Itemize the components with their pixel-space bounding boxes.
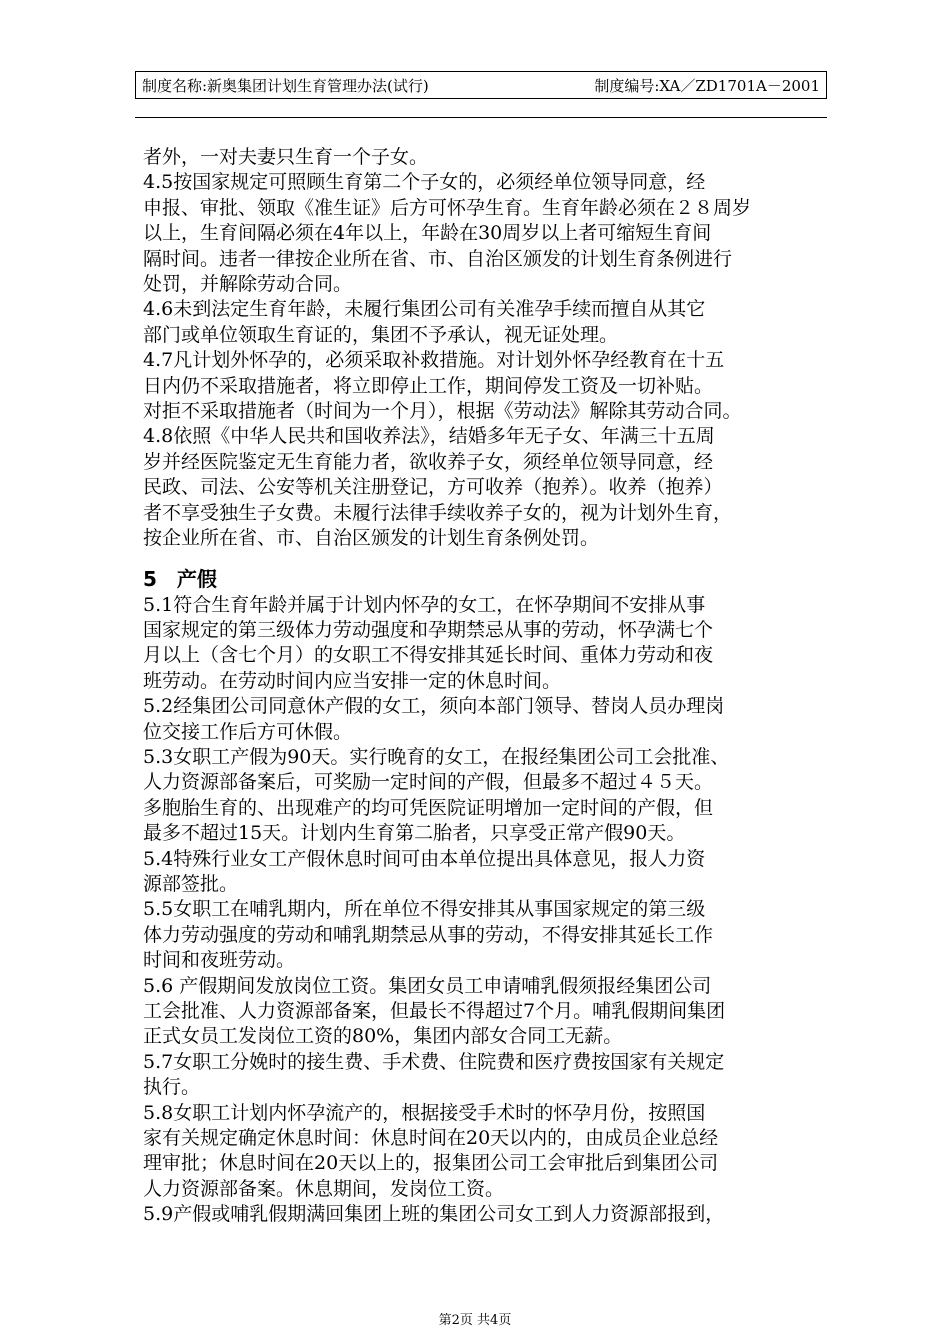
text-line: 人力资源部备案后，可奖励一定时间的产假，但最多不超过４５天。 bbox=[143, 771, 714, 794]
text-line: 4.7凡计划外怀孕的，必须采取补救措施。对计划外怀孕经教育在十五 bbox=[143, 349, 725, 372]
paragraph bbox=[143, 694, 843, 745]
text-line: 5 产假 bbox=[143, 566, 217, 591]
text-line: 工会批准、人力资源部备案，但最长不得超过7个月。哺乳假期间集团 bbox=[143, 1000, 726, 1022]
paragraph bbox=[143, 145, 843, 170]
text-line: 以上，生育间隔必须在4年以上，年龄在30周岁以上者可缩短生育间 bbox=[143, 222, 712, 245]
text-line: 处罚，并解除劳动合同。 bbox=[143, 273, 353, 296]
paragraph bbox=[143, 593, 843, 695]
paragraph bbox=[143, 170, 843, 297]
text-line: 申报、审批、领取《准生证》后方可怀孕生育。生育年龄必须在２８周岁 bbox=[143, 196, 752, 219]
text-line: 民政、司法、公安等机关注册登记，方可收养（抱养）。收养（抱养） bbox=[143, 476, 723, 499]
text-line: 最多不超过15天。计划内生育第二胎者，只享受正常产假90天。 bbox=[143, 822, 686, 845]
paragraph bbox=[143, 424, 843, 551]
text-line: 者外，一对夫妻只生育一个子女。 bbox=[143, 146, 429, 168]
text-line: 国家规定的第三级体力劳动强度和孕期禁忌从事的劳动，怀孕满七个 bbox=[143, 618, 714, 641]
policy-name: 制度名称:新奥集团计划生育管理办法(试行) bbox=[142, 76, 429, 95]
text-line: 5.6 产假期间发放岗位工资。集团女员工申请哺乳假须报经集团公司 bbox=[143, 974, 712, 997]
paragraph bbox=[143, 297, 843, 348]
text-line: 多胞胎生育的、出现难产的均可凭医院证明增加一定时间的产假，但 bbox=[143, 796, 714, 819]
text-line: 5.8女职工计划内怀孕流产的，根据接受手术时的怀孕月份，按照国 bbox=[143, 1101, 706, 1124]
text-line: 对拒不采取措施者（时间为一个月），根据《劳动法》解除其劳动合同。 bbox=[143, 400, 742, 423]
text-line: 4.8依照《中华人民共和国收养法》，结婚多年无子女、年满三十五周 bbox=[143, 425, 715, 448]
text-line: 执行。 bbox=[143, 1076, 201, 1099]
text-line: 体力劳动强度的劳动和哺乳期禁忌从事的劳动，不得安排其延长工作 bbox=[143, 923, 714, 946]
text-line: 隔时间。违者一律按企业所在省、市、自治区颁发的计划生育条例进行 bbox=[143, 247, 733, 270]
text-line: 5.5女职工在哺乳期内，所在单位不得安排其从事国家规定的第三级 bbox=[143, 898, 706, 921]
text-line: 人力资源部备案。休息期间，发岗位工资。 bbox=[143, 1177, 505, 1200]
text-line: 理审批；休息时间在20天以上的，报集团公司工会审批后到集团公司 bbox=[143, 1152, 719, 1175]
text-line: 日内仍不采取措施者，将立即停止工作，期间停发工资及一切补贴。 bbox=[143, 374, 714, 397]
paragraph bbox=[143, 1101, 843, 1203]
text-line: 岁并经医院鉴定无生育能力者，欲收养子女，须经单位领导同意，经 bbox=[143, 450, 714, 473]
text-line: 班劳动。在劳动时间内应当安排一定的休息时间。 bbox=[143, 669, 562, 692]
paragraph bbox=[143, 1050, 843, 1101]
text-line: 时间和夜班劳动。 bbox=[143, 949, 296, 972]
text-line: 家有关规定确定休息时间：休息时间在20天以内的，由成员企业总经 bbox=[143, 1127, 719, 1150]
paragraph bbox=[143, 847, 843, 898]
policy-code: 制度编号:XA／ZD1701A－2001 bbox=[594, 76, 820, 95]
text-line: 4.6未到法定生育年龄，未履行集团公司有关准孕手续而擅自从其它 bbox=[143, 298, 706, 321]
paragraph bbox=[143, 897, 843, 973]
paragraph bbox=[143, 1202, 843, 1227]
text-line: 源部签批。 bbox=[143, 872, 239, 895]
text-line: 4.5按国家规定可照顾生育第二个子女的，必须经单位领导同意，经 bbox=[143, 171, 706, 194]
text-line: 位交接工作后方可休假。 bbox=[143, 720, 353, 743]
page-number: 第2页 共4页 bbox=[438, 1313, 512, 1328]
document-body bbox=[143, 145, 843, 1228]
text-line: 5.7女职工分娩时的接生费、手术费、住院费和医疗费按国家有关规定 bbox=[143, 1050, 725, 1073]
document-header bbox=[135, 71, 827, 99]
header-divider bbox=[135, 117, 827, 118]
text-line: 5.9产假或哺乳假期满回集团上班的集团公司女工到人力资源部报到， bbox=[143, 1203, 725, 1226]
paragraph bbox=[143, 745, 843, 847]
section-title bbox=[143, 566, 843, 593]
text-line: 者不享受独生子女费。未履行法律手续收养子女的，视为计划外生育， bbox=[143, 501, 733, 524]
text-line: 5.2经集团公司同意休产假的女工，须向本部门领导、替岗人员办理岗 bbox=[143, 695, 725, 718]
text-line: 按企业所在省、市、自治区颁发的计划生育条例处罚。 bbox=[143, 527, 600, 550]
text-line: 5.3女职工产假为90天。实行晚育的女工，在报经集团公司工会批准、 bbox=[143, 745, 730, 768]
text-line: 5.4特殊行业女工产假休息时间可由本单位提出具体意见，报人力资 bbox=[143, 847, 706, 870]
text-line: 部门或单位领取生育证的，集团不予承认，视无证处理。 bbox=[143, 323, 619, 346]
paragraph bbox=[143, 974, 843, 1050]
text-line: 正式女员工发岗位工资的80%，集团内部女合同工无薪。 bbox=[143, 1025, 623, 1048]
text-line: 月以上（含七个月）的女职工不得安排其延长时间、重体力劳动和夜 bbox=[143, 644, 714, 667]
text-line: 5.1符合生育年龄并属于计划内怀孕的女工，在怀孕期间不安排从事 bbox=[143, 593, 706, 616]
paragraph bbox=[143, 348, 843, 424]
